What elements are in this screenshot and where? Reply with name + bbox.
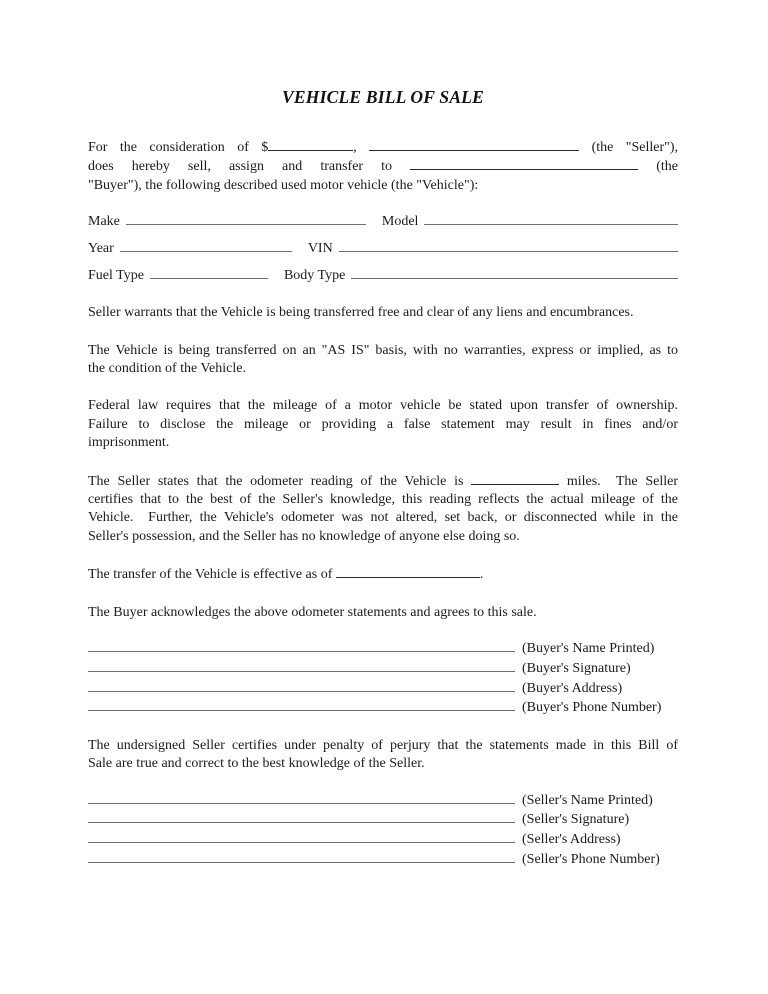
buyer-address-line[interactable] [88,679,515,692]
seller-address-row [88,830,678,850]
odometer-paragraph [88,472,678,547]
paragraph-line: "Buyer"), the following described used motor vehicle (the "Vehicle"): [88,177,479,193]
seller-name-label: (Seller's Name Printed) [522,792,653,808]
paragraph-line: Vehicle. Further, the Vehicle's odometer was not altered, set back, or disconnected while in the [88,510,678,526]
paragraph-line: The Vehicle is being transferred on an "AS IS" basis, with no warranties, express or implied, as to [88,342,678,358]
model-input-line[interactable] [424,212,678,225]
buyer-name-row [88,639,678,659]
buyer-signature-row [88,659,678,679]
paragraph-line: Failure to disclose the mileage or providing a false statement may result in fines and/or [88,416,678,432]
make-label: Make [88,214,120,230]
seller-name-blank[interactable] [369,138,579,151]
make-model-row [88,212,678,231]
buyer-ack-paragraph [88,604,678,622]
make-input-line[interactable] [126,212,366,225]
paragraph-line: Federal law requires that the mileage of a motor vehicle be stated upon transfer of ownership. [88,398,678,414]
vin-input-line[interactable] [339,239,678,252]
vehicle-fields [88,212,678,285]
paragraph-line: Seller's possession, and the Seller has no knowledge of anyone else doing so. [88,528,520,544]
paragraph-line: The Seller states that the odometer reading of the Vehicle is miles. The Seller [88,473,678,489]
buyer-name-blank[interactable] [410,157,638,170]
consideration-amount-blank[interactable] [268,138,353,151]
paragraph-line: the condition of the Vehicle. [88,361,246,377]
buyer-signature-label: (Buyer's Signature) [522,660,631,676]
warranty-paragraph [88,304,678,322]
year-vin-row [88,239,678,258]
fuel-type-label: Fuel Type [88,268,144,284]
paragraph-line: certifies that to the best of the Seller's knowledge, this reading reflects the actual mileage of the [88,492,678,508]
seller-signature-block [88,791,678,870]
buyer-signature-block [88,639,678,718]
seller-address-label: (Seller's Address) [522,832,621,848]
buyer-phone-label: (Buyer's Phone Number) [522,700,662,716]
federal-law-paragraph [88,397,678,452]
paragraph-line: The undersigned Seller certifies under penalty of perjury that the statements made in this Bill of [88,737,678,753]
seller-address-line[interactable] [88,830,515,843]
buyer-name-line[interactable] [88,639,515,652]
buyer-signature-line[interactable] [88,659,515,672]
effective-date-blank[interactable] [336,565,480,578]
paragraph-line: does hereby sell, assign and transfer to (the [88,159,678,175]
paragraph-line: Seller warrants that the Vehicle is being transferred free and clear of any liens and encumbrances. [88,305,634,321]
paragraph-line: The transfer of the Vehicle is effective as of . [88,567,484,583]
buyer-phone-line[interactable] [88,698,515,711]
seller-signature-line[interactable] [88,810,515,823]
fuel-type-input-line[interactable] [150,266,268,279]
buyer-name-label: (Buyer's Name Printed) [522,641,655,657]
seller-name-line[interactable] [88,791,515,804]
seller-signature-label: (Seller's Signature) [522,812,630,828]
seller-name-row [88,791,678,811]
transfer-effective-paragraph [88,565,678,584]
seller-phone-row [88,850,678,870]
body-type-label: Body Type [283,268,346,284]
buyer-address-label: (Buyer's Address) [522,680,623,696]
intro-paragraph [88,138,678,195]
seller-phone-label: (Seller's Phone Number) [522,851,660,867]
fuel-body-row [88,266,678,285]
year-label: Year [88,241,114,257]
as-is-paragraph [88,342,678,379]
paragraph-line: Sale are true and correct to the best knowledge of the Seller. [88,756,425,772]
odometer-miles-blank[interactable] [471,472,559,485]
seller-signature-row [88,810,678,830]
seller-phone-line[interactable] [88,850,515,863]
paragraph-line: The Buyer acknowledges the above odometer statements and agrees to this sale. [88,604,537,620]
buyer-address-row [88,679,678,699]
paragraph-line: imprisonment. [88,435,170,451]
document-title: VEHICLE BILL OF SALE [282,87,484,107]
seller-cert-paragraph [88,737,678,774]
paragraph-line: For the consideration of $ , (the "Seller"), [88,140,678,155]
vin-label: VIN [307,241,333,257]
model-label: Model [381,214,419,230]
buyer-phone-row [88,698,678,718]
body-type-input-line[interactable] [351,266,678,279]
year-input-line[interactable] [120,239,292,252]
